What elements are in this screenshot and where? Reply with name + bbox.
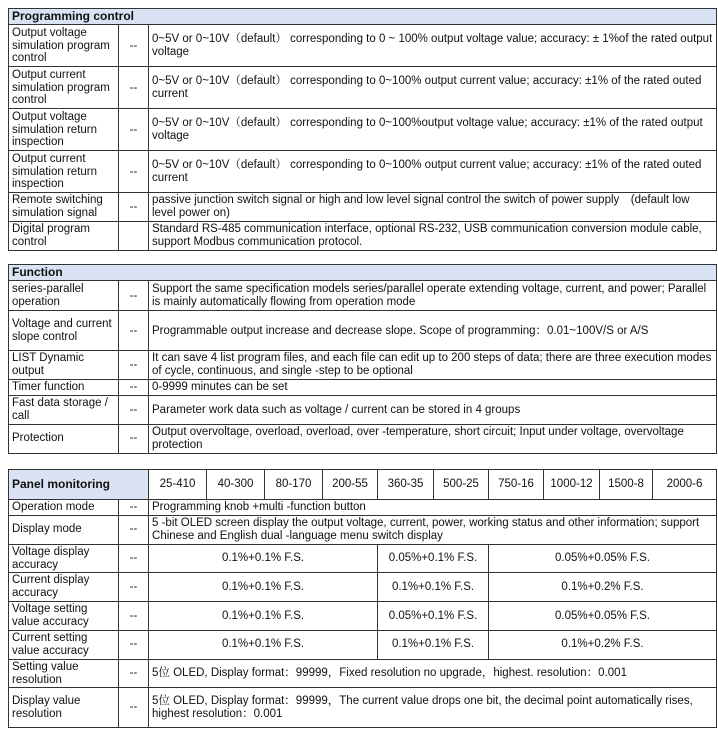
row-dash: --	[119, 602, 149, 631]
accuracy-group-1: 0.1%+0.1% F.S.	[149, 544, 378, 573]
accuracy-group-1: 0.1%+0.1% F.S.	[149, 630, 378, 659]
table-row	[9, 151, 717, 193]
model-cell: 360-35	[378, 470, 434, 500]
table-row	[9, 688, 717, 728]
model-cell: 500-25	[434, 470, 489, 500]
function-title: Function	[9, 265, 717, 281]
table-row	[9, 25, 717, 67]
row-description: 0~5V or 0~10V（default） corresponding to 0~100% output current value; accuracy: ±1% of the rated outed current	[149, 67, 717, 109]
row-label: Voltage display accuracy	[9, 544, 119, 573]
row-description: 5 -bit OLED screen display the output voltage, current, power, working status and other information; support Chinese and English dual -language menu switch display	[149, 515, 717, 544]
row-label: Current setting value accuracy	[9, 630, 119, 659]
row-description: 0~5V or 0~10V（default） corresponding to 0 ~ 100% output voltage value; accuracy: ± 1%of the rated output voltage	[149, 25, 717, 67]
row-label: Timer function	[9, 380, 119, 396]
table-row	[9, 659, 717, 688]
row-label: Protection	[9, 424, 119, 453]
table-row	[9, 109, 717, 151]
row-dash: --	[119, 193, 149, 222]
row-description: Parameter work data such as voltage / current can be stored in 4 groups	[149, 396, 717, 425]
row-dash: --	[119, 630, 149, 659]
row-dash: --	[119, 424, 149, 453]
accuracy-group-3: 0.1%+0.2% F.S.	[489, 630, 717, 659]
programming-control-table	[8, 8, 717, 251]
row-label: Setting value resolution	[9, 659, 119, 688]
row-description: 0~5V or 0~10V（default） corresponding to 0~100% output current value; accuracy: ±1% of the rated outed current	[149, 151, 717, 193]
table-row	[9, 424, 717, 453]
row-label: LIST Dynamic output	[9, 351, 119, 380]
table-row	[9, 602, 717, 631]
row-label: Display value resolution	[9, 688, 119, 728]
row-label: Display mode	[9, 515, 119, 544]
table-row	[9, 544, 717, 573]
model-cell: 1000-12	[544, 470, 600, 500]
row-description: Support the same specification models series/parallel operate extending voltage, current, and power; Parallel is mainly automatically flowing from operation mode	[149, 281, 717, 311]
row-dash: --	[119, 151, 149, 193]
accuracy-group-2: 0.05%+0.1% F.S.	[378, 602, 489, 631]
accuracy-group-2: 0.1%+0.1% F.S.	[378, 630, 489, 659]
accuracy-group-1: 0.1%+0.1% F.S.	[149, 602, 378, 631]
row-dash: --	[119, 544, 149, 573]
row-description: Programming knob +multi -function button	[149, 500, 717, 516]
row-description: 0-9999 minutes can be set	[149, 380, 717, 396]
row-description: Standard RS-485 communication interface, optional RS-232, USB communication conversion module cable, support Modbus communication protocol.	[149, 222, 717, 251]
accuracy-group-3: 0.1%+0.2% F.S.	[489, 573, 717, 602]
function-table	[8, 264, 717, 454]
row-label: Output current simulation program control	[9, 67, 119, 109]
row-dash: --	[119, 311, 149, 351]
row-dash: --	[119, 281, 149, 311]
row-dash: --	[119, 25, 149, 67]
row-label: Output current simulation return inspection	[9, 151, 119, 193]
row-label: Voltage setting value accuracy	[9, 602, 119, 631]
row-label: Voltage and current slope control	[9, 311, 119, 351]
table-row	[9, 311, 717, 351]
panel-monitoring-table	[8, 469, 717, 728]
model-cell: 80-170	[265, 470, 323, 500]
row-dash: --	[119, 380, 149, 396]
model-cell: 750-16	[489, 470, 544, 500]
table-row	[9, 515, 717, 544]
model-cell: 2000-6	[653, 470, 717, 500]
row-dash: --	[119, 67, 149, 109]
model-cell: 40-300	[207, 470, 265, 500]
table-row	[9, 573, 717, 602]
row-description: 5位 OLED, Display format：99999，Fixed resolution no upgrade，highest. resolution：0.001	[149, 659, 717, 688]
programming-control-title: Programming control	[9, 9, 717, 25]
table-row	[9, 500, 717, 516]
row-label: Digital program control	[9, 222, 119, 251]
accuracy-group-2: 0.05%+0.1% F.S.	[378, 544, 489, 573]
table-row	[9, 281, 717, 311]
model-cell: 1500-8	[600, 470, 653, 500]
table-row	[9, 222, 717, 251]
accuracy-group-3: 0.05%+0.05% F.S.	[489, 544, 717, 573]
row-label: Output voltage simulation return inspection	[9, 109, 119, 151]
row-dash: --	[119, 659, 149, 688]
row-description: 0~5V or 0~10V（default） corresponding to 0~100%output voltage value; accuracy: ±1% of the rated output voltage	[149, 109, 717, 151]
panel-monitoring-title: Panel monitoring	[9, 470, 149, 500]
model-cell: 25-410	[149, 470, 207, 500]
row-dash: --	[119, 351, 149, 380]
row-dash	[119, 222, 149, 251]
row-label: Fast data storage / call	[9, 396, 119, 425]
row-label: Operation mode	[9, 500, 119, 516]
accuracy-group-2: 0.1%+0.1% F.S.	[378, 573, 489, 602]
row-description: It can save 4 list program files, and each file can edit up to 200 steps of data; there are three execution modes of cycle, continuous, and single -step to be optional	[149, 351, 717, 380]
table-row	[9, 67, 717, 109]
accuracy-group-1: 0.1%+0.1% F.S.	[149, 573, 378, 602]
row-dash: --	[119, 688, 149, 728]
model-cell: 200-55	[323, 470, 378, 500]
row-dash: --	[119, 109, 149, 151]
row-label: Remote switching simulation signal	[9, 193, 119, 222]
row-dash: --	[119, 573, 149, 602]
row-label: Output voltage simulation program control	[9, 25, 119, 67]
table-row	[9, 380, 717, 396]
row-description: 5位 OLED, Display format：99999，The current value drops one bit, the decimal point automatically rises, highest resolution：0.001	[149, 688, 717, 728]
row-description: Programmable output increase and decrease slope. Scope of programming：0.01~100V/S or A/S	[149, 311, 717, 351]
row-label: Current display accuracy	[9, 573, 119, 602]
row-description: passive junction switch signal or high and low level signal control the switch of power supply (default low level power on)	[149, 193, 717, 222]
table-row	[9, 193, 717, 222]
model-header-row	[9, 470, 717, 500]
row-dash: --	[119, 500, 149, 516]
table-row	[9, 351, 717, 380]
row-label: series-parallel operation	[9, 281, 119, 311]
row-dash: --	[119, 515, 149, 544]
accuracy-group-3: 0.05%+0.05% F.S.	[489, 602, 717, 631]
row-description: Output overvoltage, overload, overload, over -temperature, short circuit; Input under voltage, overvoltage protection	[149, 424, 717, 453]
table-row	[9, 630, 717, 659]
row-dash: --	[119, 396, 149, 425]
table-row	[9, 396, 717, 425]
